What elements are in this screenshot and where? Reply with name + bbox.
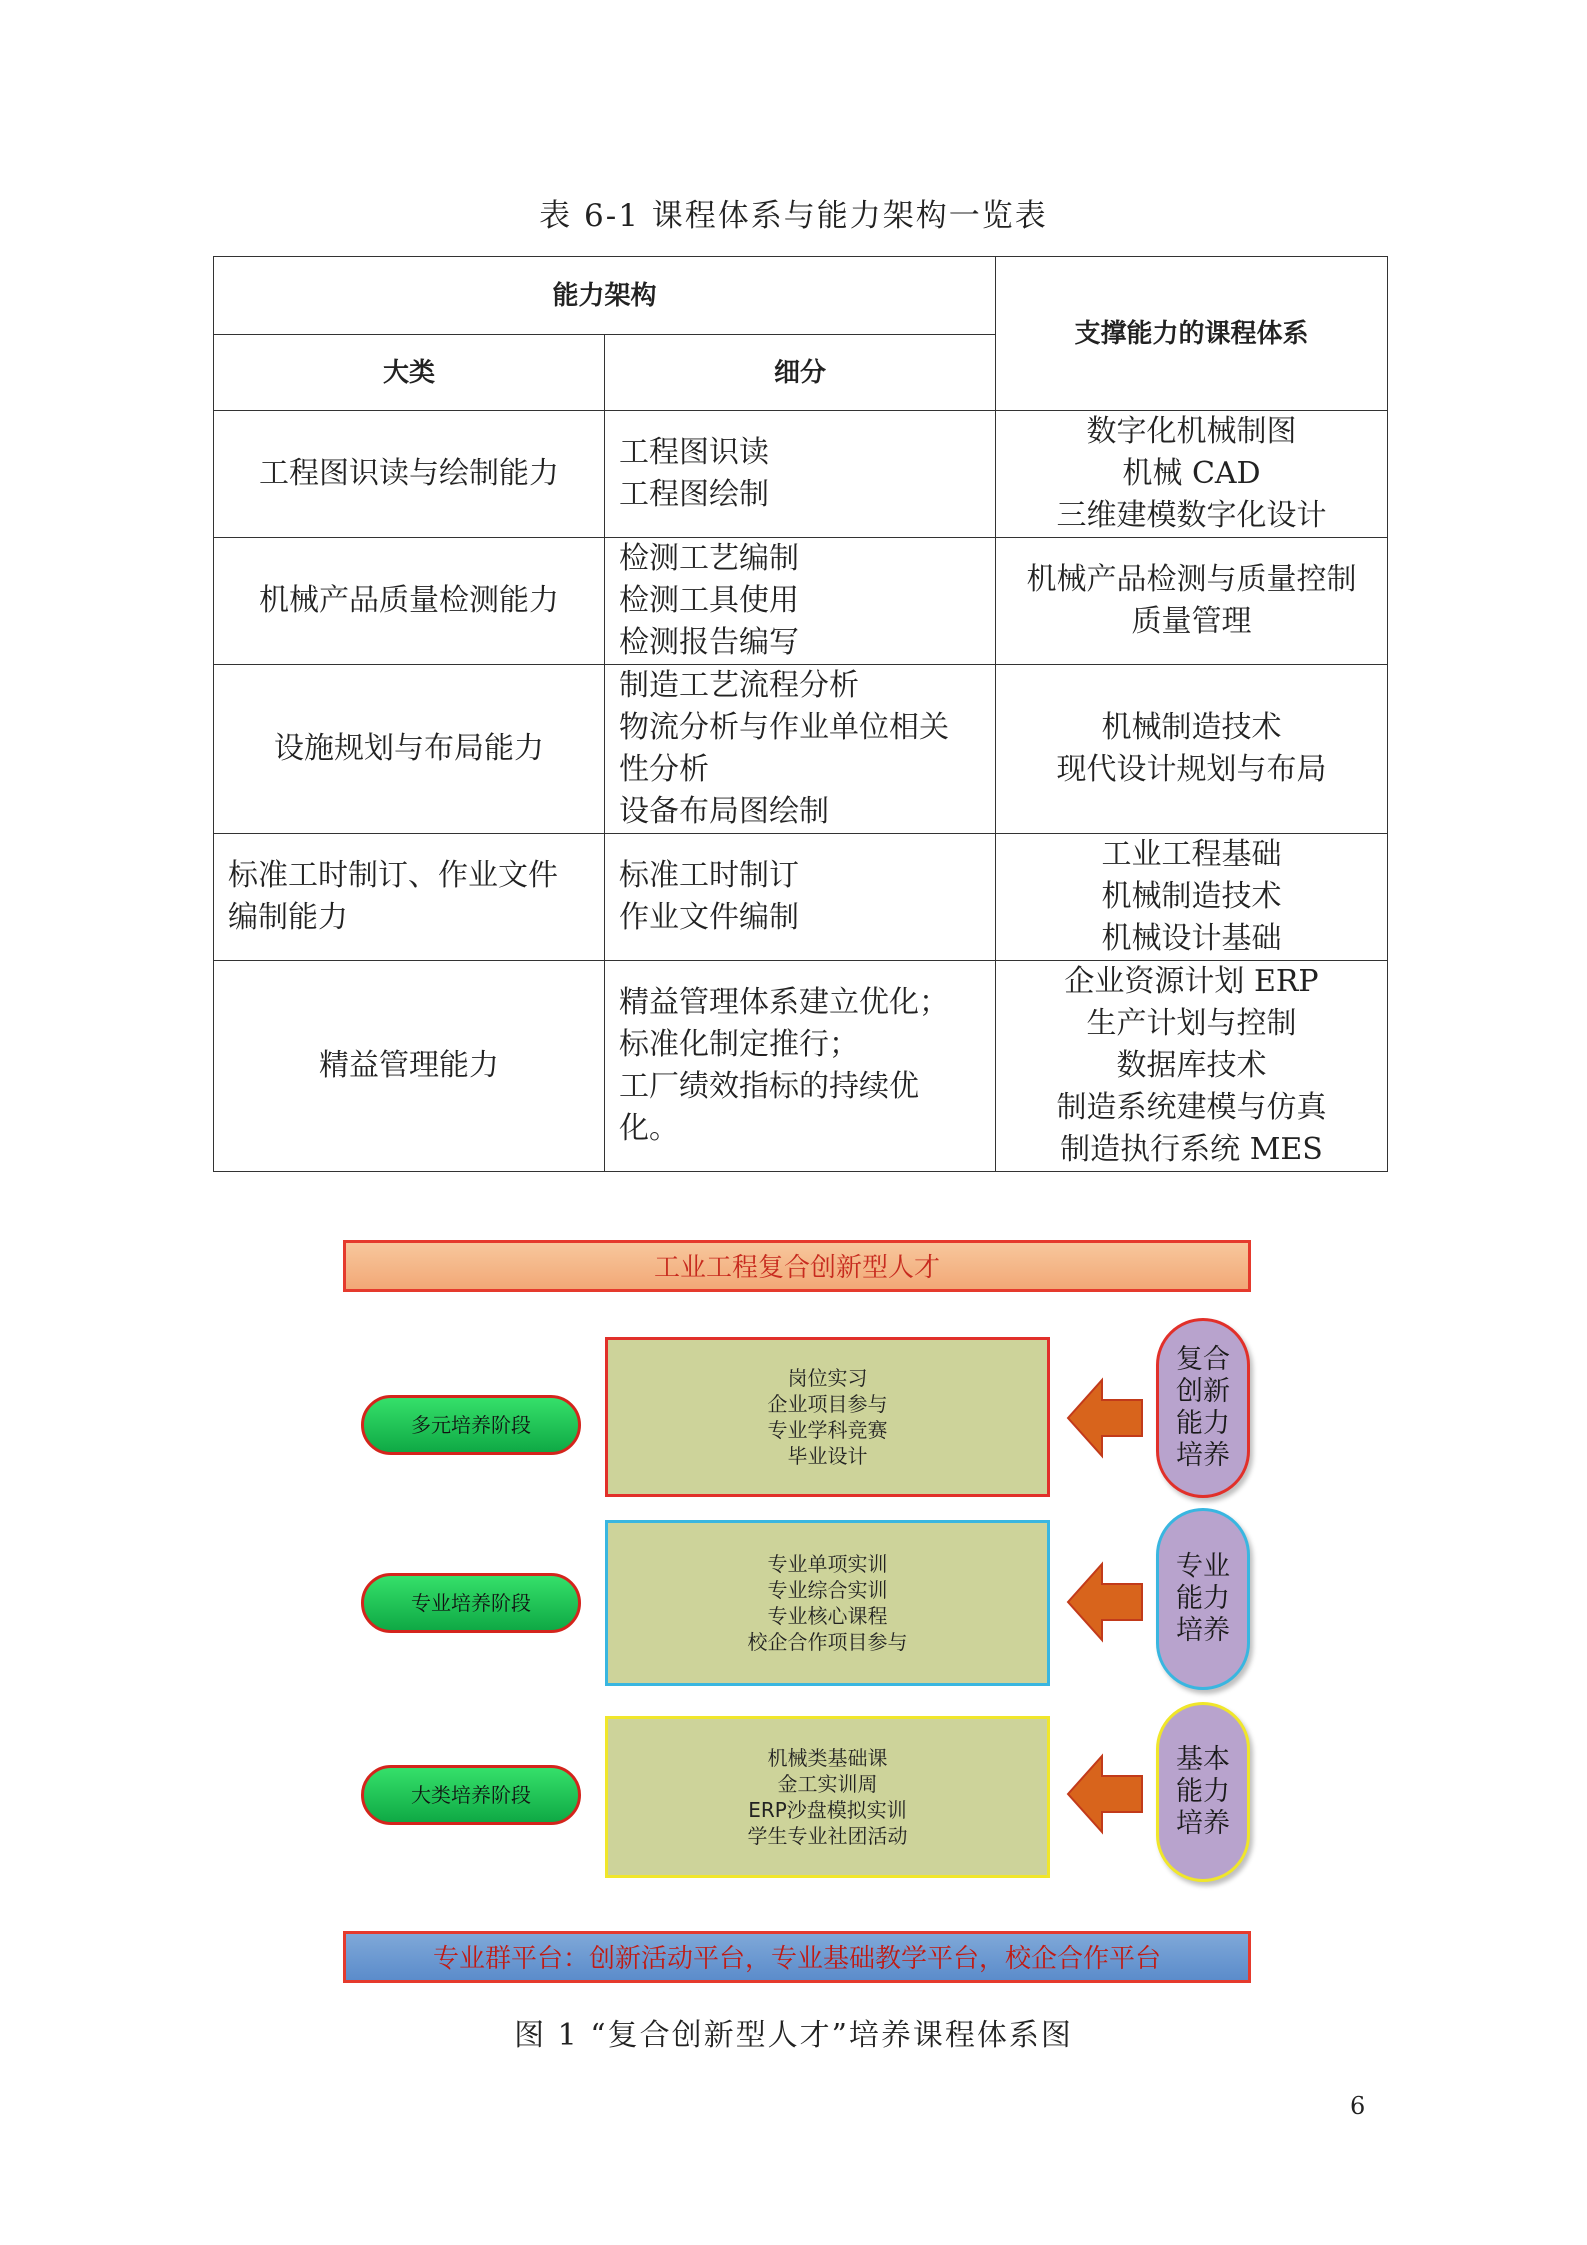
content-box-professional: 专业单项实训 专业综合实训 专业核心课程 校企合作项目参与 (605, 1520, 1050, 1686)
subdivision-cell: 标准工时制订 作业文件编制 (605, 834, 996, 961)
table-row (214, 665, 1388, 834)
category-cell: 标准工时制订、作业文件 编制能力 (214, 834, 605, 961)
figure-caption: 图 1 “复合创新型人才”培养课程体系图 (514, 2018, 1073, 2053)
category-cell: 设施规划与布局能力 (214, 665, 605, 834)
table-row (214, 961, 1388, 1172)
category-cell: 精益管理能力 (214, 961, 605, 1172)
subdivision-cell: 检测工艺编制 检测工具使用 检测报告编写 (605, 538, 996, 665)
header-ability-framework: 能力架构 (214, 257, 996, 335)
header-supporting-courses: 支撑能力的课程体系 (996, 257, 1388, 411)
header-category: 大类 (214, 335, 605, 411)
arrow-left-icon (1066, 1560, 1144, 1644)
bottom-banner: 专业群平台：创新活动平台，专业基础教学平台，校企合作平台 (343, 1931, 1251, 1983)
arrow-left-icon (1066, 1376, 1144, 1460)
subdivision-cell: 工程图识读 工程图绘制 (605, 411, 996, 538)
ability-composite-innovation: 复合 创新 能力 培养 (1156, 1318, 1250, 1498)
stage-professional: 专业培养阶段 (361, 1573, 581, 1633)
ability-professional: 专业 能力 培养 (1156, 1508, 1250, 1690)
category-cell: 工程图识读与绘制能力 (214, 411, 605, 538)
stage-general: 大类培养阶段 (361, 1765, 581, 1825)
content-box-general: 机械类基础课 金工实训周 ERP沙盘模拟实训 学生专业社团活动 (605, 1716, 1050, 1878)
header-subdivision: 细分 (605, 335, 996, 411)
subdivision-cell: 制造工艺流程分析 物流分析与作业单位相关 性分析 设备布局图绘制 (605, 665, 996, 834)
courses-cell: 机械制造技术 现代设计规划与布局 (996, 665, 1388, 834)
stage-diverse: 多元培养阶段 (361, 1395, 581, 1455)
arrow-left-icon (1066, 1752, 1144, 1836)
subdivision-cell: 精益管理体系建立优化； 标准化制定推行； 工厂绩效指标的持续优 化。 (605, 961, 996, 1172)
table-row (214, 538, 1388, 665)
table-caption: 表 6-1 课程体系与能力架构一览表 (539, 198, 1048, 234)
courses-cell: 数字化机械制图 机械 CAD 三维建模数字化设计 (996, 411, 1388, 538)
ability-basic: 基本 能力 培养 (1156, 1702, 1250, 1882)
category-cell: 机械产品质量检测能力 (214, 538, 605, 665)
courses-cell: 工业工程基础 机械制造技术 机械设计基础 (996, 834, 1388, 961)
course-ability-table (213, 256, 1388, 1172)
table-row (214, 411, 1388, 538)
courses-cell: 企业资源计划 ERP 生产计划与控制 数据库技术 制造系统建模与仿真 制造执行系统 MES (996, 961, 1388, 1172)
page-number: 6 (1350, 2092, 1366, 2120)
courses-cell: 机械产品检测与质量控制 质量管理 (996, 538, 1388, 665)
content-box-diverse: 岗位实习 企业项目参与 专业学科竞赛 毕业设计 (605, 1337, 1050, 1497)
top-banner: 工业工程复合创新型人才 (343, 1240, 1251, 1292)
table-row (214, 834, 1388, 961)
